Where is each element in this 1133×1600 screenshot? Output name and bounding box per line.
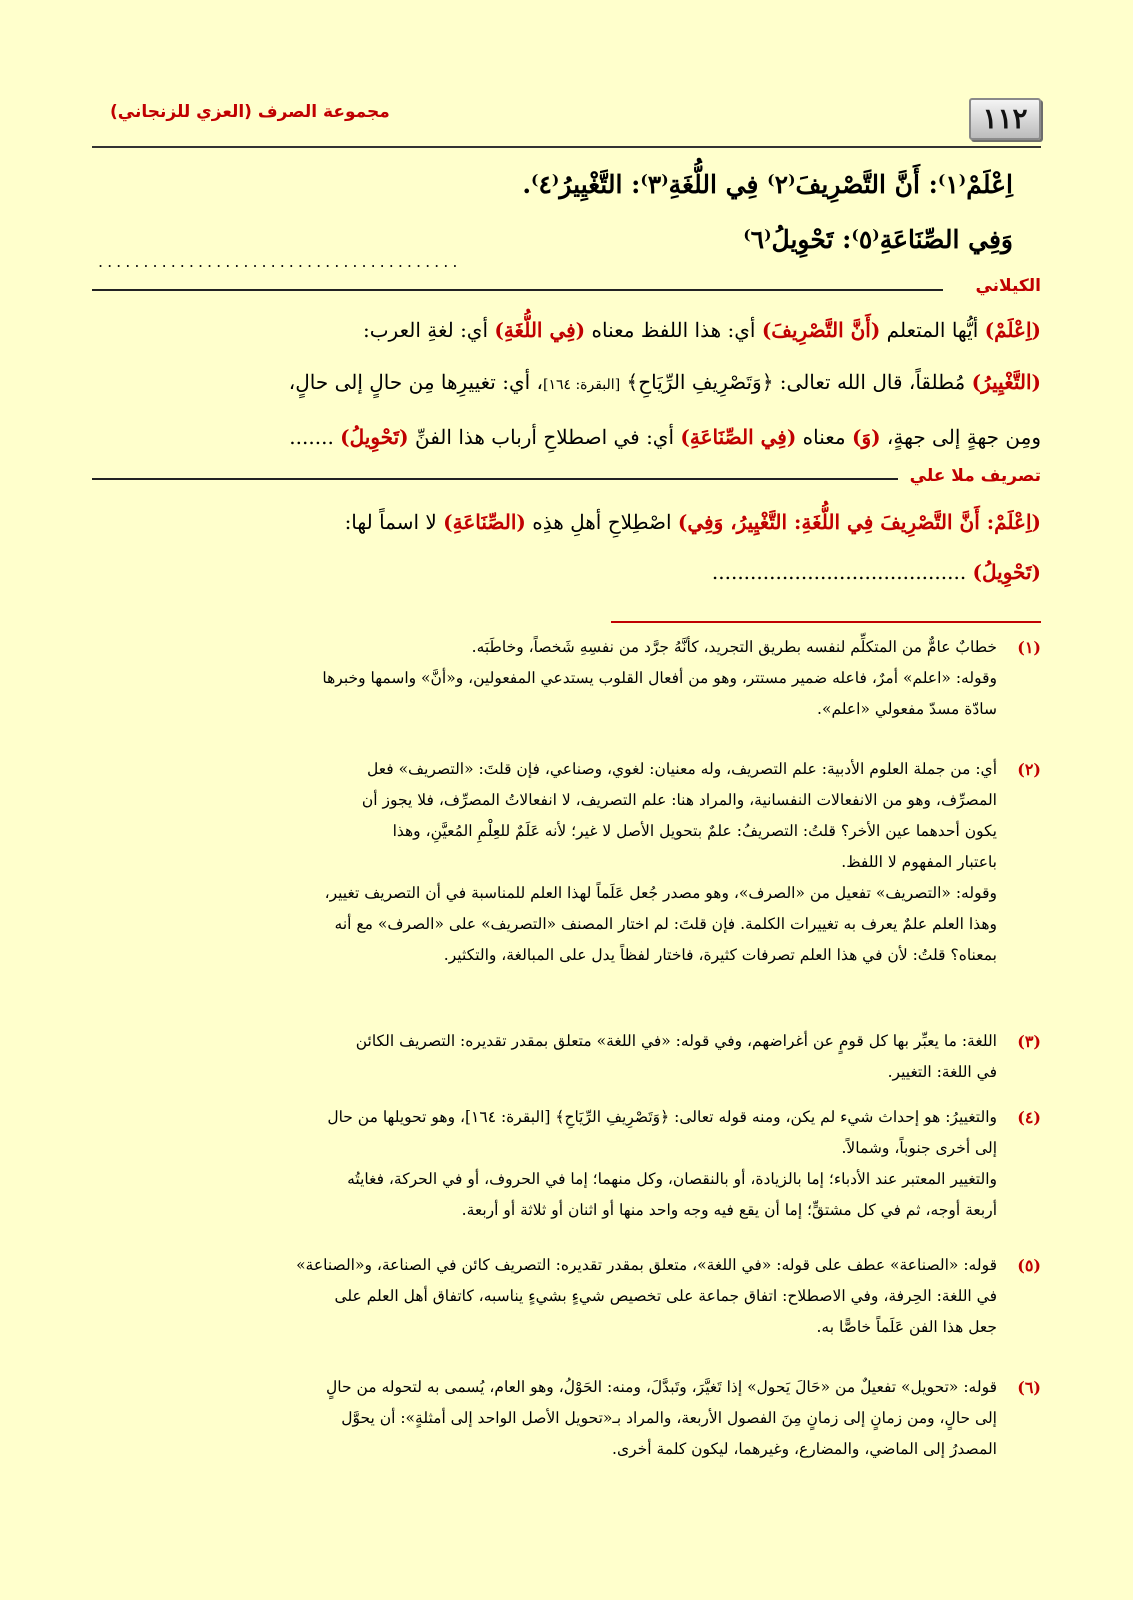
quran-reference: [البقرة: ١٦٤] [542,377,621,393]
kilani-text: أي: لغةِ العرب: [362,318,495,342]
kilani-text: أي: هذا اللفظ معناه [585,318,762,342]
kilani-term: (فِي اللُّغَةِ) [494,318,586,342]
footnote-line: يكون أحدهما عين الأخر؟ قلتُ: التصريفُ: علمٌ بتحويل الأصل لا غير؛ لأنه عَلَمٌ للعِلْمِ المُعيَّنِ، وهذا [392,822,997,840]
page-header [92,98,1041,140]
footnote-3 [92,1026,1041,1088]
footnote-line: إلى أخرى جنوباً، وشمالاً. [841,1139,997,1157]
mulla-term: (تَحْوِيلُ) [972,560,1041,584]
footnote-number: (٣) [1017,1032,1041,1051]
mulla-line-1 [92,510,1041,534]
footnote-line: والتغييرُ: هو إحداث شيء لم يكن، ومنه قوله تعالى: ﴿وَتَصْرِيفِ الرِّيَاحِ﴾ [البقرة: ١٦٤]، وهو تحويلها من حال [327,1108,997,1126]
footnote-line: في اللغة: الحِرفة، وفي الاصطلاح: اتفاق جماعة على تخصيص شيءٍ بشيءٍ يناسبه، كاتفاق أهل العلم على [334,1287,997,1305]
kilani-text: أيُّها المتعلم [880,318,985,342]
footnote-line: وقوله: «التصريف» تفعيل من «الصرف»، وهو مصدر جُعل عَلَماً لهذا العلم للمناسبة في أن التصريف تغيير، [324,884,997,902]
footnote-line: أي: من جملة العلوم الأدبية: علم التصريف، وله معنيان: لغوي، وصناعي، فإن قلتَ: «التصريف» فعل [367,760,997,778]
mulla-dots: ........................................ [711,560,973,584]
mulla-term: (الصِّنَاعَةِ) [443,510,526,534]
footnote-line: وهذا العلم علمٌ يعرف به تغييرات الكلمة. فإن قلتَ: لم اختار المصنف «التصريف» على «الصرف» مع أنه [334,915,997,933]
footnote-6 [92,1372,1041,1465]
mulla-text: لا اسماً لها: [344,510,444,534]
footnote-5 [92,1250,1041,1343]
kilani-term: (أَنَّ التَّصْرِيفَ) [761,318,881,342]
kilani-term: (فِي الصِّنَاعَةِ) [680,425,797,449]
matn-dots: ........................................ [98,252,462,271]
footnote-line: بمعناه؟ قلتُ: لأن في هذا العلم تصرفات كثيرة، فاختار لفظاً يدل على المبالغة، والتكثير. [443,946,997,964]
footnote-number: (٢) [1017,760,1041,779]
footnote-line: إلى حالٍ، ومن زمانٍ إلى زمانٍ مِنَ الفصول الأربعة، والمراد بـ«تحويل الأصل الواحد إلى أمثلةٍ»: أن يحوَّل [341,1409,997,1427]
footnote-divider [611,621,1041,623]
section-rule-kilani [92,289,943,291]
footnote-1 [92,632,1041,725]
footnote-line: والتغيير المعتبر عند الأدباء؛ إما بالزيادة، أو بالنقصان، وكل منهما؛ إما في الحروف، أو في الحركة، فغايتُه [347,1170,997,1188]
matn-line-2: وَفِي الصِّنَاعَةِ⁽٥⁾: تَحْوِيلُ⁽٦⁾ [743,225,1013,254]
section-label-mulla-ali: تصريف ملا علي [909,466,1041,486]
kilani-text: معناه [796,425,852,449]
kilani-term: (اِعْلَمْ) [984,318,1041,342]
kilani-term: (التَّغْيِيرُ) [971,370,1041,394]
kilani-text: مُطلقاً، قال الله تعالى: ﴿وَتَصْرِيفِ الرِّيَاحِ﴾ [620,370,972,394]
kilani-line-3 [92,425,1041,449]
footnote-line: اللغة: ما يعبِّر بها كل قومٍ عن أغراضهم، وفي قوله: «في اللغة» متعلق بمقدر تقديره: التصريف الكائن [355,1032,997,1050]
kilani-term: (تَحْوِيلُ) [340,425,409,449]
kilani-text: أي: في اصطلاحِ أرباب هذا الفنِّ [408,425,681,449]
header-divider [92,146,1041,148]
footnote-line: جعل هذا الفن عَلَماً خاصًّا به. [816,1318,997,1336]
footnote-number: (٥) [1017,1256,1041,1275]
kilani-text: ، أي: تغييرِها مِن حالٍ إلى حالٍ، [288,370,543,394]
footnote-2 [92,754,1041,971]
page-number: ١١٢ [969,98,1041,140]
kilani-line-2 [92,370,1041,394]
footnote-line: أربعة أوجه، ثم في كل مشتقٍّ؛ إما أن يقع فيه وجه واحد منها أو اثنان أو ثلاثة أو أربعة. [461,1201,997,1219]
footnote-line: وقوله: «اعلم» أمرٌ، فاعله ضمير مستتر، وهو من أفعال القلوب يستدعي المفعولين، و«أنَّ» واسمها وخبرها [322,669,997,687]
kilani-term: (وَ) [851,425,881,449]
book-title: مجموعة الصرف (العزي للزنجاني) [110,102,390,122]
footnote-4 [92,1102,1041,1226]
footnote-line: قوله: «الصناعة» عطف على قوله: «في اللغة»، متعلق بمقدر تقديره: التصريف كائن في الصناعة، و«الصناعة» [296,1256,997,1274]
kilani-dots: ....... [289,425,341,449]
section-label-kilani: الكيلاني [975,276,1041,296]
footnote-line: خطابٌ عامٌّ من المتكلِّم لنفسه بطريق التجريد، كأنَّهُ جرَّد من نفسِهِ شَخصاً، وخاطَبَه. [471,638,997,656]
footnote-line: باعتبار المفهوم لا اللفظ. [841,853,997,871]
section-rule-mulla-ali [92,478,898,480]
footnote-line: المصرِّف، وهو من الانفعالات النفسانية، والمراد هنا: علم التصريف، لا انفعالاتُ المصرِّف، فلا يجوز أن [361,791,997,809]
mulla-line-2 [92,560,1041,584]
footnote-number: (٤) [1017,1108,1041,1127]
footnote-line: في اللغة: التغيير. [887,1063,997,1081]
kilani-line-1 [92,318,1041,342]
footnote-line: المصدرُ إلى الماضي، والمضارع، وغيرهما، ليكون كلمة أخرى. [612,1440,997,1458]
matn-line-1: اِعْلَمْ⁽١⁾: أَنَّ التَّصْرِيفَ⁽٢⁾ فِي اللُّغَةِ⁽٣⁾: التَّغْيِيرُ⁽٤⁾. [522,170,1013,199]
footnote-number: (١) [1017,638,1041,657]
mulla-text: اصْطِلاحِ أهلِ هذِه [525,510,678,534]
mulla-term: (اِعْلَمْ: أَنَّ التَّصْرِيفَ فِي اللُّغَةِ: التَّغْيِيرُ، وَفِي) [677,510,1041,534]
footnote-number: (٦) [1017,1378,1041,1397]
kilani-text: ومِن جهةٍ إلى جهةٍ، [880,425,1041,449]
footnote-line: قوله: «تحويل» تفعيلٌ من «حَالَ يَحول» إذا تَغيَّرَ، وتَبدَّلَ، ومنه: الحَوْلُ، وهو العام، يُسمى به لتحوله من حالٍ [325,1378,997,1396]
footnote-line: سادّة مسدّ مفعولي «اعلم». [817,700,997,718]
